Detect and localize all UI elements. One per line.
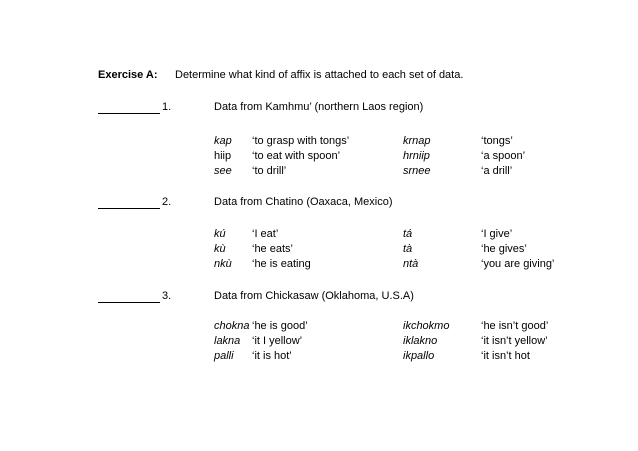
form2-p1-r1: krnap — [403, 135, 431, 147]
exercise-label: Exercise A: — [98, 69, 158, 81]
gloss1-p1-r2: ‘to eat with spoon’ — [252, 150, 341, 162]
gloss2-p3-r2: ‘it isn’t yellow’ — [481, 335, 548, 347]
form1-p1-r3: see — [214, 165, 232, 177]
exercise-instruction: Determine what kind of affix is attached to each set of data. — [175, 69, 464, 81]
gloss2-p1-r3: ‘a drill’ — [481, 165, 513, 177]
gloss2-p3-r3: ‘it isn’t hot — [481, 350, 530, 362]
form1-p1-r2: hiip — [214, 150, 232, 162]
form2-p2-r2: tà — [403, 243, 413, 255]
form2-p2-r1: tá — [403, 228, 413, 240]
gloss1-p2-r3: ‘he is eating — [252, 258, 311, 270]
problem-title-1: Data from Kamhmu’ (northern Laos region) — [214, 101, 424, 113]
problem-number-1: 1. — [162, 101, 172, 113]
gloss1-p1-r1: ‘to grasp with tongs’ — [252, 135, 350, 147]
form1-p2-r3: nkù — [214, 258, 232, 270]
gloss1-p2-r1: ‘I eat’ — [252, 228, 279, 240]
form1-p3-r2: lakna — [214, 335, 241, 347]
form2-p1-r2: hrniip — [403, 150, 430, 162]
gloss2-p2-r1: ‘I give’ — [481, 228, 513, 240]
gloss1-p3-r2: ‘it I yellow’ — [252, 335, 303, 347]
gloss2-p3-r1: ‘he isn’t good’ — [481, 320, 549, 332]
problem-number-3: 3. — [162, 290, 172, 302]
form1-p2-r2: kù — [214, 243, 226, 255]
gloss2-p2-r2: ‘he gives’ — [481, 243, 527, 255]
gloss1-p3-r3: ‘it is hot’ — [252, 350, 292, 362]
form2-p3-r2: iklakno — [403, 335, 438, 347]
answer-blank-2[interactable] — [98, 208, 160, 209]
form2-p3-r1: ikchokmo — [403, 320, 450, 332]
form2-p3-r3: ikpallo — [403, 350, 435, 362]
form2-p2-r3: ntà — [403, 258, 419, 270]
problem-title-2: Data from Chatino (Oaxaca, Mexico) — [214, 196, 393, 208]
form1-p1-r1: kap — [214, 135, 232, 147]
gloss2-p1-r2: ‘a spoon’ — [481, 150, 526, 162]
form1-p3-r3: palli — [214, 350, 234, 362]
form1-p3-r1: chokna — [214, 320, 250, 332]
form2-p1-r3: srnee — [403, 165, 431, 177]
problem-title-3: Data from Chickasaw (Oklahoma, U.S.A) — [214, 290, 414, 302]
form1-p2-r1: kú — [214, 228, 226, 240]
gloss1-p1-r3: ‘to drill’ — [252, 165, 287, 177]
gloss2-p1-r1: ‘tongs’ — [481, 135, 513, 147]
gloss1-p3-r1: ‘he is good’ — [252, 320, 308, 332]
problem-number-2: 2. — [162, 196, 172, 208]
answer-blank-1[interactable] — [98, 113, 160, 114]
gloss2-p2-r3: ‘you are giving’ — [481, 258, 555, 270]
answer-blank-3[interactable] — [98, 302, 160, 303]
gloss1-p2-r2: ‘he eats’ — [252, 243, 293, 255]
